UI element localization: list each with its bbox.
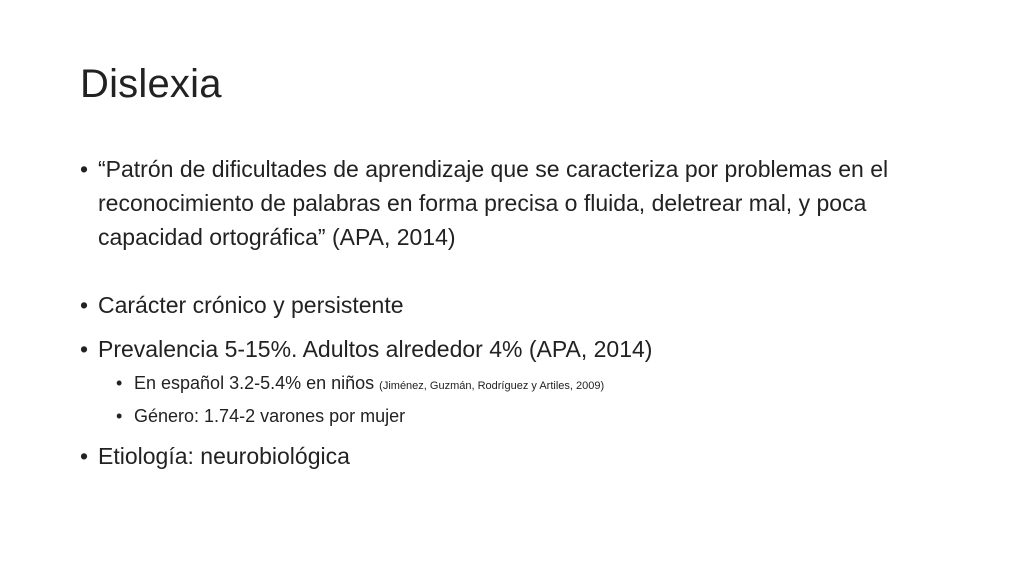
sub-bullet-gender [80,403,950,429]
sub-bullet-gender-text: Género: 1.74-2 varones por mujer [134,406,406,426]
citation: (Jiménez, Guzmán, Rodríguez y Artiles, 2009) [379,380,605,392]
sub-bullet-spanish [80,370,950,399]
bullet-icon: • [80,336,89,362]
bullet-prevalence [80,332,950,366]
bullet-icon: • [80,292,89,318]
bullet-definition-text: “Patrón de dificultades de aprendizaje que se caracteriza por problemas en el reconocimiento de palabras en forma precisa o fluida, deletrear mal, y poca capacidad ortográfica” (APA, 2014) [98,156,889,250]
sub-bullet-icon: • [116,406,123,426]
bullet-chronic [80,288,950,322]
bullet-etiology-text: Etiología: neurobiológica [98,443,350,469]
sub-bullet-icon: • [116,373,123,393]
slide-body [80,152,950,473]
slide-title: Dislexia [80,62,222,106]
bullet-icon: • [80,156,89,182]
bullet-etiology [80,439,950,473]
bullet-definition [80,152,950,254]
bullet-icon: • [80,443,89,469]
bullet-chronic-text: Carácter crónico y persistente [98,292,404,318]
sub-bullet-spanish-text: En español 3.2-5.4% en niños [134,373,380,393]
bullet-prevalence-text: Prevalencia 5-15%. Adultos alrededor 4% (APA, 2014) [98,336,653,362]
